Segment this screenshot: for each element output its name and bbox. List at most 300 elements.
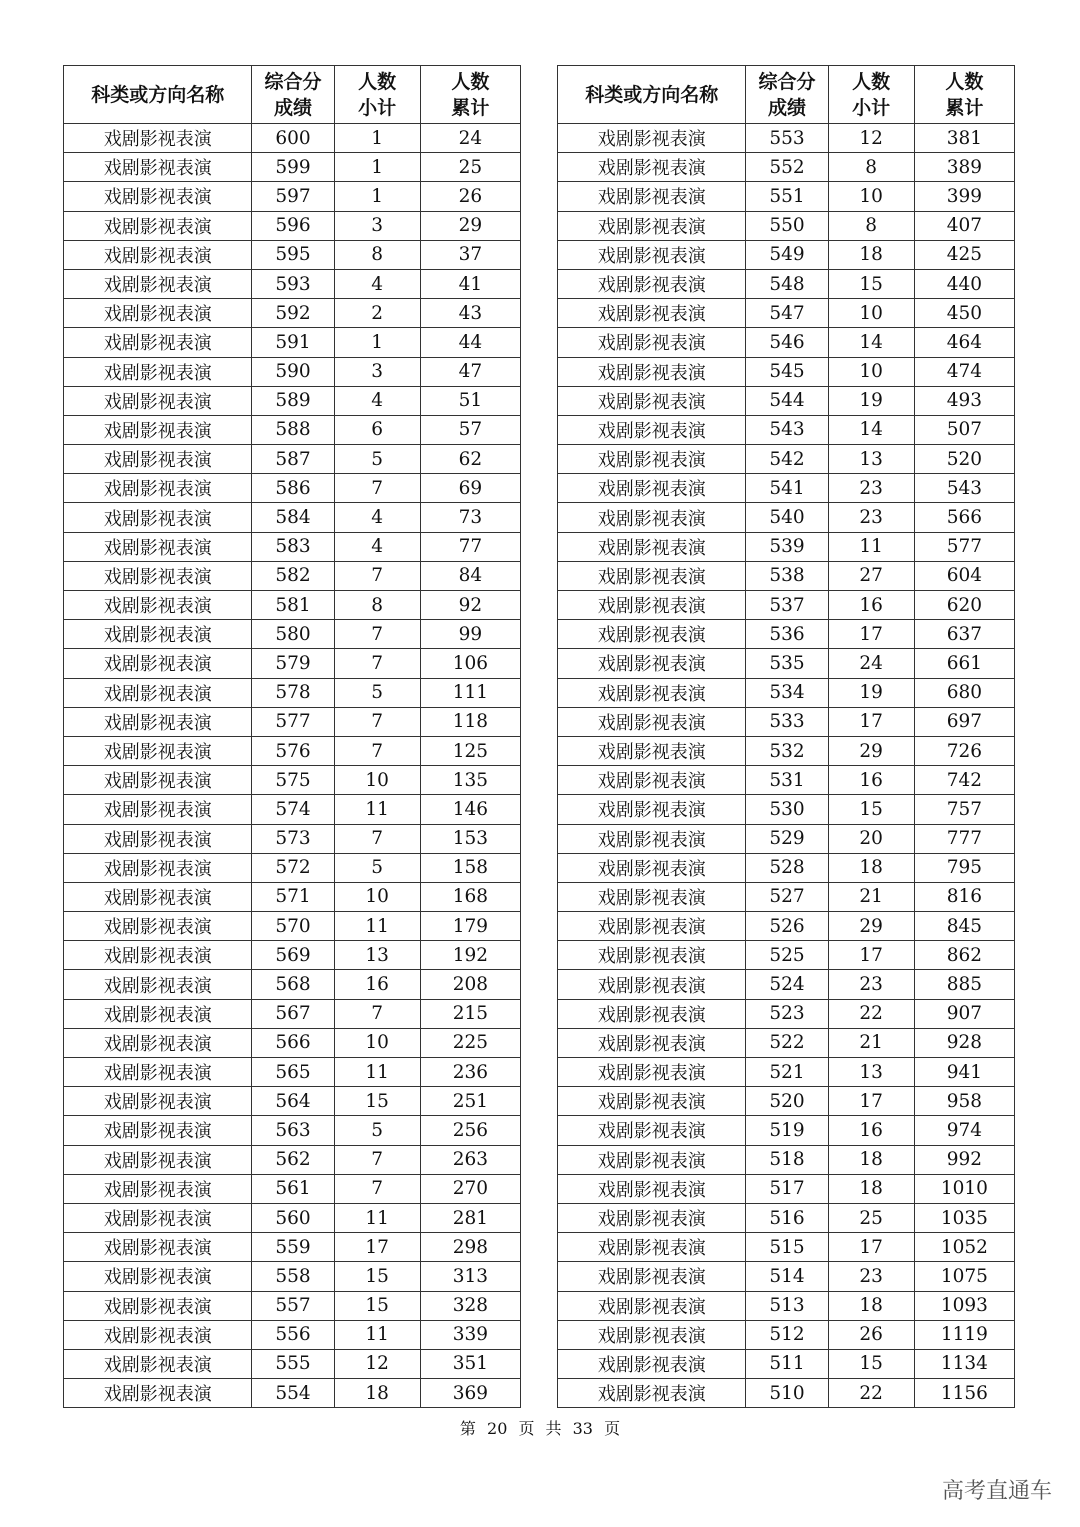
table-row — [558, 649, 1015, 678]
table-row — [558, 240, 1015, 269]
cell-cumulative: 907 — [914, 999, 1014, 1028]
cell-cumulative: 153 — [420, 824, 520, 853]
header-count — [828, 66, 914, 124]
cell-category: 戏剧影视表演 — [558, 561, 746, 590]
cell-category: 戏剧影视表演 — [64, 124, 252, 153]
cell-cumulative: 425 — [914, 240, 1014, 269]
cell-cumulative: 339 — [420, 1320, 520, 1349]
cell-category: 戏剧影视表演 — [64, 415, 252, 444]
table-row — [558, 970, 1015, 999]
cell-count: 3 — [334, 211, 420, 240]
cell-count: 7 — [334, 707, 420, 736]
table-row — [64, 736, 521, 765]
cell-category: 戏剧影视表演 — [558, 124, 746, 153]
table-row — [64, 1379, 521, 1408]
table-header-row — [64, 66, 521, 124]
table-row — [64, 1174, 521, 1203]
cell-cumulative: 862 — [914, 941, 1014, 970]
cell-score: 525 — [746, 941, 828, 970]
cell-category: 戏剧影视表演 — [64, 561, 252, 590]
cell-score: 578 — [252, 678, 334, 707]
cell-cumulative: 742 — [914, 766, 1014, 795]
cell-category: 戏剧影视表演 — [64, 503, 252, 532]
cell-cumulative: 941 — [914, 1058, 1014, 1087]
cell-category: 戏剧影视表演 — [558, 211, 746, 240]
table-row — [558, 795, 1015, 824]
cell-category: 戏剧影视表演 — [558, 328, 746, 357]
cell-score: 600 — [252, 124, 334, 153]
cell-cumulative: 298 — [420, 1233, 520, 1262]
cell-cumulative: 885 — [914, 970, 1014, 999]
cell-count: 23 — [828, 474, 914, 503]
table-row — [64, 1320, 521, 1349]
cell-count: 19 — [828, 678, 914, 707]
cell-category: 戏剧影视表演 — [558, 591, 746, 620]
cell-category: 戏剧影视表演 — [558, 620, 746, 649]
cell-cumulative: 208 — [420, 970, 520, 999]
cell-score: 558 — [252, 1262, 334, 1291]
table-row — [558, 999, 1015, 1028]
cell-cumulative: 69 — [420, 474, 520, 503]
cell-count: 8 — [828, 211, 914, 240]
cell-cumulative: 389 — [914, 153, 1014, 182]
cell-category: 戏剧影视表演 — [64, 707, 252, 736]
table-row — [64, 1058, 521, 1087]
cell-count: 11 — [334, 795, 420, 824]
cell-cumulative: 92 — [420, 591, 520, 620]
cell-score: 566 — [252, 1028, 334, 1057]
cell-cumulative: 24 — [420, 124, 520, 153]
cell-category: 戏剧影视表演 — [64, 795, 252, 824]
cell-score: 582 — [252, 561, 334, 590]
cell-category: 戏剧影视表演 — [558, 1058, 746, 1087]
table-row — [64, 153, 521, 182]
cell-score: 565 — [252, 1058, 334, 1087]
cell-score: 527 — [746, 882, 828, 911]
table-row — [64, 503, 521, 532]
cell-count: 16 — [828, 766, 914, 795]
cell-score: 542 — [746, 445, 828, 474]
cell-score: 586 — [252, 474, 334, 503]
table-header-row — [558, 66, 1015, 124]
cell-category: 戏剧影视表演 — [64, 1320, 252, 1349]
cell-count: 6 — [334, 415, 420, 444]
cell-category: 戏剧影视表演 — [64, 766, 252, 795]
cell-score: 571 — [252, 882, 334, 911]
cell-score: 593 — [252, 269, 334, 298]
cell-cumulative: 84 — [420, 561, 520, 590]
cell-count: 13 — [828, 1058, 914, 1087]
cell-count: 23 — [828, 1262, 914, 1291]
cell-cumulative: 281 — [420, 1203, 520, 1232]
cell-score: 557 — [252, 1291, 334, 1320]
cell-score: 568 — [252, 970, 334, 999]
cell-category: 戏剧影视表演 — [64, 211, 252, 240]
table-row — [558, 853, 1015, 882]
cell-cumulative: 192 — [420, 941, 520, 970]
cell-cumulative: 328 — [420, 1291, 520, 1320]
cell-score: 572 — [252, 853, 334, 882]
cell-cumulative: 106 — [420, 649, 520, 678]
table-row — [64, 124, 521, 153]
cell-count: 24 — [828, 649, 914, 678]
cell-score: 581 — [252, 591, 334, 620]
cell-category: 戏剧影视表演 — [558, 707, 746, 736]
cell-count: 7 — [334, 474, 420, 503]
table-row — [64, 240, 521, 269]
cell-count: 23 — [828, 970, 914, 999]
cell-count: 22 — [828, 1379, 914, 1408]
table-row — [64, 445, 521, 474]
page-footer: 第 20 页 共 33 页 — [459, 1419, 621, 1438]
cell-cumulative: 958 — [914, 1087, 1014, 1116]
cell-count: 16 — [828, 1116, 914, 1145]
cell-category: 戏剧影视表演 — [64, 1116, 252, 1145]
cell-cumulative: 351 — [420, 1349, 520, 1378]
cell-category: 戏剧影视表演 — [64, 941, 252, 970]
table-row — [558, 620, 1015, 649]
cell-cumulative: 37 — [420, 240, 520, 269]
cell-cumulative: 777 — [914, 824, 1014, 853]
cell-count: 8 — [334, 240, 420, 269]
cell-score: 552 — [746, 153, 828, 182]
table-row — [64, 882, 521, 911]
cell-count: 15 — [828, 795, 914, 824]
table-row — [558, 1058, 1015, 1087]
cell-count: 22 — [828, 999, 914, 1028]
cell-cumulative: 520 — [914, 445, 1014, 474]
table-row — [64, 1291, 521, 1320]
cell-count: 27 — [828, 561, 914, 590]
cell-count: 4 — [334, 269, 420, 298]
cell-cumulative: 118 — [420, 707, 520, 736]
cell-cumulative: 26 — [420, 182, 520, 211]
cell-score: 537 — [746, 591, 828, 620]
cell-count: 5 — [334, 445, 420, 474]
cell-cumulative: 41 — [420, 269, 520, 298]
cell-category: 戏剧影视表演 — [64, 153, 252, 182]
table-row — [558, 941, 1015, 970]
cell-cumulative: 399 — [914, 182, 1014, 211]
cell-count: 10 — [828, 182, 914, 211]
table-row — [64, 561, 521, 590]
cell-score: 532 — [746, 736, 828, 765]
table-row — [558, 591, 1015, 620]
cell-category: 戏剧影视表演 — [558, 153, 746, 182]
cell-count: 18 — [828, 240, 914, 269]
cell-count: 17 — [828, 1087, 914, 1116]
header-count-line2: 小计 — [852, 96, 891, 119]
table-row — [558, 1116, 1015, 1145]
cell-count: 8 — [334, 591, 420, 620]
cell-cumulative: 845 — [914, 912, 1014, 941]
cell-score: 577 — [252, 707, 334, 736]
header-score — [746, 66, 828, 124]
table-row — [64, 999, 521, 1028]
header-score — [252, 66, 334, 124]
cell-cumulative: 795 — [914, 853, 1014, 882]
cell-score: 573 — [252, 824, 334, 853]
cell-category: 戏剧影视表演 — [64, 1174, 252, 1203]
cell-category: 戏剧影视表演 — [64, 269, 252, 298]
table-row — [558, 474, 1015, 503]
cell-count: 15 — [334, 1087, 420, 1116]
header-name-text: 科类或方向名称 — [91, 83, 225, 106]
cell-category: 戏剧影视表演 — [64, 182, 252, 211]
table-row — [64, 182, 521, 211]
cell-cumulative: 125 — [420, 736, 520, 765]
cell-category: 戏剧影视表演 — [558, 1116, 746, 1145]
cell-category: 戏剧影视表演 — [558, 474, 746, 503]
cell-count: 11 — [334, 912, 420, 941]
cell-score: 546 — [746, 328, 828, 357]
cell-score: 530 — [746, 795, 828, 824]
table-row — [558, 299, 1015, 328]
cell-count: 19 — [828, 386, 914, 415]
cell-cumulative: 566 — [914, 503, 1014, 532]
cell-category: 戏剧影视表演 — [64, 882, 252, 911]
cell-score: 588 — [252, 415, 334, 444]
cell-category: 戏剧影视表演 — [558, 357, 746, 386]
table-row — [558, 1349, 1015, 1378]
cell-category: 戏剧影视表演 — [558, 824, 746, 853]
cell-category: 戏剧影视表演 — [64, 1203, 252, 1232]
cell-count: 1 — [334, 124, 420, 153]
cell-category: 戏剧影视表演 — [558, 882, 746, 911]
table-row — [558, 766, 1015, 795]
table-row — [64, 1087, 521, 1116]
cell-count: 21 — [828, 1028, 914, 1057]
header-cumulative-line1: 人数 — [945, 70, 984, 93]
cell-category: 戏剧影视表演 — [558, 1262, 746, 1291]
cell-cumulative: 43 — [420, 299, 520, 328]
table-row — [64, 415, 521, 444]
cell-count: 7 — [334, 1145, 420, 1174]
table-row — [558, 269, 1015, 298]
cell-count: 15 — [334, 1262, 420, 1291]
cell-count: 7 — [334, 620, 420, 649]
cell-cumulative: 1119 — [914, 1320, 1014, 1349]
cell-count: 7 — [334, 999, 420, 1028]
cell-category: 戏剧影视表演 — [64, 1087, 252, 1116]
cell-score: 551 — [746, 182, 828, 211]
cell-cumulative: 440 — [914, 269, 1014, 298]
table-row — [558, 1320, 1015, 1349]
cell-score: 514 — [746, 1262, 828, 1291]
header-count — [334, 66, 420, 124]
cell-count: 16 — [828, 591, 914, 620]
table-row — [558, 445, 1015, 474]
cell-category: 戏剧影视表演 — [558, 1174, 746, 1203]
cell-cumulative: 77 — [420, 532, 520, 561]
cell-cumulative: 1093 — [914, 1291, 1014, 1320]
cell-count: 11 — [334, 1320, 420, 1349]
cell-count: 15 — [334, 1291, 420, 1320]
cell-count: 10 — [828, 357, 914, 386]
cell-category: 戏剧影视表演 — [558, 970, 746, 999]
table-row — [64, 970, 521, 999]
cell-count: 5 — [334, 853, 420, 882]
cell-category: 戏剧影视表演 — [558, 269, 746, 298]
cell-category: 戏剧影视表演 — [558, 182, 746, 211]
cell-score: 511 — [746, 1349, 828, 1378]
cell-count: 4 — [334, 503, 420, 532]
header-cumulative-line2: 累计 — [945, 96, 984, 119]
table-row — [64, 620, 521, 649]
cell-category: 戏剧影视表演 — [558, 999, 746, 1028]
cell-score: 512 — [746, 1320, 828, 1349]
cell-category: 戏剧影视表演 — [558, 1349, 746, 1378]
header-score-line1: 综合分 — [758, 70, 816, 93]
cell-cumulative: 577 — [914, 532, 1014, 561]
cell-cumulative: 270 — [420, 1174, 520, 1203]
cell-cumulative: 381 — [914, 124, 1014, 153]
cell-category: 戏剧影视表演 — [64, 678, 252, 707]
cell-cumulative: 99 — [420, 620, 520, 649]
cell-score: 579 — [252, 649, 334, 678]
cell-count: 1 — [334, 182, 420, 211]
table-row — [64, 299, 521, 328]
cell-category: 戏剧影视表演 — [64, 386, 252, 415]
cell-count: 25 — [828, 1203, 914, 1232]
cell-cumulative: 135 — [420, 766, 520, 795]
cell-cumulative: 757 — [914, 795, 1014, 824]
table-row — [64, 269, 521, 298]
table-row — [558, 736, 1015, 765]
header-count-line1: 人数 — [852, 70, 891, 93]
cell-count: 1 — [334, 328, 420, 357]
header-score-line2: 成绩 — [767, 96, 806, 119]
cell-score: 563 — [252, 1116, 334, 1145]
table-row — [558, 1203, 1015, 1232]
cell-cumulative: 992 — [914, 1145, 1014, 1174]
cell-count: 10 — [828, 299, 914, 328]
table-row — [64, 474, 521, 503]
cell-score: 522 — [746, 1028, 828, 1057]
cell-count: 18 — [828, 1174, 914, 1203]
cell-category: 戏剧影视表演 — [558, 941, 746, 970]
header-cumulative — [420, 66, 520, 124]
cell-category: 戏剧影视表演 — [64, 299, 252, 328]
cell-score: 556 — [252, 1320, 334, 1349]
cell-score: 528 — [746, 853, 828, 882]
cell-score: 544 — [746, 386, 828, 415]
cell-category: 戏剧影视表演 — [64, 1233, 252, 1262]
table-row — [64, 649, 521, 678]
cell-category: 戏剧影视表演 — [558, 912, 746, 941]
cell-cumulative: 974 — [914, 1116, 1014, 1145]
table-row — [558, 912, 1015, 941]
cell-score: 526 — [746, 912, 828, 941]
cell-category: 戏剧影视表演 — [558, 766, 746, 795]
cell-score: 599 — [252, 153, 334, 182]
cell-count: 12 — [334, 1349, 420, 1378]
cell-score: 517 — [746, 1174, 828, 1203]
cell-cumulative: 620 — [914, 591, 1014, 620]
table-row — [558, 415, 1015, 444]
cell-count: 23 — [828, 503, 914, 532]
cell-cumulative: 146 — [420, 795, 520, 824]
cell-category: 戏剧影视表演 — [558, 1145, 746, 1174]
cell-score: 587 — [252, 445, 334, 474]
table-row — [64, 941, 521, 970]
cell-category: 戏剧影视表演 — [558, 795, 746, 824]
cell-count: 11 — [334, 1203, 420, 1232]
cell-score: 533 — [746, 707, 828, 736]
cell-score: 564 — [252, 1087, 334, 1116]
table-row — [64, 824, 521, 853]
cell-category: 戏剧影视表演 — [558, 299, 746, 328]
cell-category: 戏剧影视表演 — [64, 912, 252, 941]
cell-count: 17 — [828, 941, 914, 970]
table-row — [558, 211, 1015, 240]
cell-cumulative: 493 — [914, 386, 1014, 415]
cell-score: 575 — [252, 766, 334, 795]
cell-category: 戏剧影视表演 — [558, 1291, 746, 1320]
cell-category: 戏剧影视表演 — [558, 736, 746, 765]
cell-score: 515 — [746, 1233, 828, 1262]
cell-count: 15 — [828, 1349, 914, 1378]
cell-score: 574 — [252, 795, 334, 824]
cell-count: 13 — [334, 941, 420, 970]
cell-category: 戏剧影视表演 — [558, 649, 746, 678]
cell-cumulative: 1035 — [914, 1203, 1014, 1232]
cell-score: 553 — [746, 124, 828, 153]
cell-score: 543 — [746, 415, 828, 444]
cell-count: 10 — [334, 766, 420, 795]
cell-score: 513 — [746, 1291, 828, 1320]
table-row — [64, 1145, 521, 1174]
cell-score: 518 — [746, 1145, 828, 1174]
cell-count: 1 — [334, 153, 420, 182]
header-count-line1: 人数 — [358, 70, 397, 93]
header-score-line2: 成绩 — [273, 96, 312, 119]
cell-cumulative: 661 — [914, 649, 1014, 678]
cell-category: 戏剧影视表演 — [558, 1320, 746, 1349]
cell-cumulative: 464 — [914, 328, 1014, 357]
cell-cumulative: 637 — [914, 620, 1014, 649]
table-row — [558, 124, 1015, 153]
cell-count: 10 — [334, 1028, 420, 1057]
cell-count: 14 — [828, 415, 914, 444]
cell-count: 11 — [828, 532, 914, 561]
cell-score: 569 — [252, 941, 334, 970]
cell-score: 540 — [746, 503, 828, 532]
cell-category: 戏剧影视表演 — [558, 503, 746, 532]
table-row — [64, 1203, 521, 1232]
cell-score: 523 — [746, 999, 828, 1028]
cell-cumulative: 25 — [420, 153, 520, 182]
cell-cumulative: 1156 — [914, 1379, 1014, 1408]
table-row — [558, 707, 1015, 736]
cell-count: 10 — [334, 882, 420, 911]
cell-count: 2 — [334, 299, 420, 328]
cell-count: 17 — [828, 620, 914, 649]
cell-count: 7 — [334, 649, 420, 678]
cell-category: 戏剧影视表演 — [64, 999, 252, 1028]
cell-score: 561 — [252, 1174, 334, 1203]
cell-count: 18 — [828, 1291, 914, 1320]
cell-count: 4 — [334, 532, 420, 561]
cell-score: 592 — [252, 299, 334, 328]
cell-cumulative: 726 — [914, 736, 1014, 765]
cell-cumulative: 44 — [420, 328, 520, 357]
cell-count: 17 — [828, 1233, 914, 1262]
cell-count: 4 — [334, 386, 420, 415]
cell-score: 591 — [252, 328, 334, 357]
cell-count: 12 — [828, 124, 914, 153]
cell-count: 3 — [334, 357, 420, 386]
